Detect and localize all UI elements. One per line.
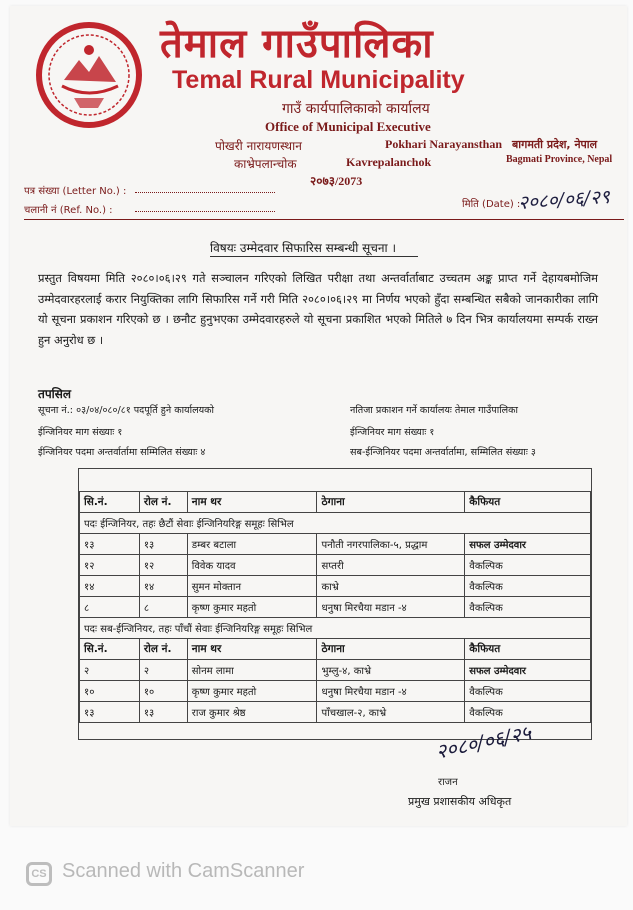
letter-number-label: पत्र संख्या (Letter No.) : xyxy=(24,186,127,197)
header-name: नाम थर xyxy=(187,492,317,513)
header-remarks: कैफियत xyxy=(465,639,591,660)
cell-remarks: वैकल्पिक xyxy=(465,597,591,618)
cell-address: धनुषा मिरचैया मडान -४ xyxy=(317,681,465,702)
handwritten-date: २०८०/०६/२९ xyxy=(517,185,611,215)
publishing-office: नतिजा प्रकाशन गर्ने कार्यालयः तेमाल गाउँपालिका xyxy=(350,405,519,416)
notice-subject: विषयः उम्मेदवार सिफारिस सम्बन्धी सूचना । xyxy=(210,241,397,255)
header-roll: रोल नं. xyxy=(139,639,187,660)
cell-name: कृष्ण कुमार महतो xyxy=(187,681,317,702)
header-name: नाम थर xyxy=(187,639,317,660)
reference-number-label: चलानी नं (Ref. No.) : xyxy=(24,205,113,216)
cell-address: धनुषा मिरचैया मडान -४ xyxy=(317,597,465,618)
cell-name: विवेक यादव xyxy=(187,555,317,576)
cell-serial: २ xyxy=(80,660,140,681)
cell-address: काभ्रे xyxy=(317,576,465,597)
office-name-nepali: गाउँ कार्यपालिकाको कार्यालय xyxy=(282,101,430,117)
address-line1-english: Pokhari Narayansthan xyxy=(385,137,503,151)
cell-address: पनौती नगरपालिका-५, प्रद्धाम xyxy=(317,534,465,555)
cell-name: कृष्ण कुमार महतो xyxy=(187,597,317,618)
address-line2-nepali: काभ्रेपलान्चोक xyxy=(234,157,297,171)
table-header-row-2 xyxy=(80,639,591,660)
cell-remarks: वैकल्पिक xyxy=(465,702,591,723)
cell-address: सप्तरी xyxy=(317,555,465,576)
cell-name: राज कुमार श्रेष्ठ xyxy=(187,702,317,723)
group-row-engineer xyxy=(80,513,591,534)
cell-serial: ८ xyxy=(80,597,140,618)
group-label-engineer: पदः ईन्जिनियर, तहः छैटौं सेवाः ईन्जिनियरिङ्ग समूहः सिभिल xyxy=(80,513,591,534)
cell-remarks: वैकल्पिक xyxy=(465,576,591,597)
cell-name: डम्बर बटाला xyxy=(187,534,317,555)
group-row-sub-engineer xyxy=(80,618,591,639)
municipality-name-english: Temal Rural Municipality xyxy=(172,66,465,94)
header-address: ठेगाना xyxy=(317,492,465,513)
engineer-demand-count: ईन्जिनियर माग संख्याः १ xyxy=(38,427,123,438)
cell-address: पाँचखाल-२, काभ्रे xyxy=(317,702,465,723)
letter-number-line xyxy=(135,192,275,193)
signer-name: राजन xyxy=(438,777,458,788)
municipality-name-nepali: तेमाल गाउँपालिका xyxy=(160,20,434,67)
table-row xyxy=(80,681,591,702)
cell-serial: १३ xyxy=(80,702,140,723)
header-address: ठेगाना xyxy=(317,639,465,660)
cell-roll: २ xyxy=(139,660,187,681)
camscanner-logo-icon: CS xyxy=(26,862,52,886)
engineer-demand-count-2: ईन्जिनियर माग संख्याः १ xyxy=(350,427,435,438)
municipality-logo xyxy=(34,20,144,130)
letterhead-page xyxy=(10,6,627,826)
cell-roll: १२ xyxy=(139,555,187,576)
header-serial: सि.नं. xyxy=(80,492,140,513)
province-nepali: बागमती प्रदेश, नेपाल xyxy=(512,138,598,151)
cell-remarks: वैकल्पिक xyxy=(465,681,591,702)
results-table-frame xyxy=(78,468,592,740)
table-header-row xyxy=(80,492,591,513)
cell-remarks: वैकल्पिक xyxy=(465,555,591,576)
address-line2-english: Kavrepalanchok xyxy=(346,155,432,169)
subject-underline xyxy=(210,256,418,257)
details-heading: तपसिल xyxy=(38,387,72,401)
notice-number: सूचना नं.: ०३/०४/०८०/८१ पदपूर्ति हुने कार्यालयको xyxy=(38,405,215,416)
cell-address: भुम्लु-४, काभ्रे xyxy=(317,660,465,681)
cell-serial: १३ xyxy=(80,534,140,555)
sub-engineer-interview-count: सब-ईन्जिनियर पदमा अन्तर्वार्तामा, सम्मिलित संख्याः ३ xyxy=(350,447,536,458)
handwritten-signature-date: २०८०/०६/२५ xyxy=(433,720,534,764)
reference-number-line xyxy=(135,211,275,212)
cell-roll: १३ xyxy=(139,702,187,723)
table-row xyxy=(80,576,591,597)
office-name-english: Office of Municipal Executive xyxy=(265,119,431,134)
cell-remarks: सफल उम्मेदवार xyxy=(465,660,591,681)
address-line1-nepali: पोखरी नारायणस्थान xyxy=(215,139,302,153)
scanner-watermark: Scanned with CamScanner xyxy=(62,860,305,882)
cell-remarks: सफल उम्मेदवार xyxy=(465,534,591,555)
cell-name: सुमन मोक्तान xyxy=(187,576,317,597)
table-row xyxy=(80,702,591,723)
engineer-interview-count: ईन्जिनियर पदमा अन्तर्वार्तामा सम्मिलित संख्याः ४ xyxy=(38,447,206,458)
header-divider xyxy=(24,219,624,220)
cell-serial: १२ xyxy=(80,555,140,576)
cell-name: सोनम लामा xyxy=(187,660,317,681)
signer-title: प्रमुख प्रशासकीय अधिकृत xyxy=(408,795,512,808)
established-year: २०७३/2073 xyxy=(310,174,363,188)
header-serial: सि.नं. xyxy=(80,639,140,660)
date-label: मिति (Date) : xyxy=(462,199,521,210)
group-label-sub-engineer: पदः सब-ईन्जिनियर, तहः पाँचौं सेवाः ईन्जिनियरिङ्ग समूहः सिभिल xyxy=(80,618,591,639)
cell-roll: १३ xyxy=(139,534,187,555)
cell-serial: १४ xyxy=(80,576,140,597)
table-row xyxy=(80,660,591,681)
notice-body: प्रस्तुत विषयमा मिति २०८०।०६।२९ गते सञ्चालन गरिएको लिखित परीक्षा तथा अन्तर्वार्ताबाट उच्चतम अङ्क प्राप्त गर्ने देहायबमोजिम उम्मेदवारहरलाई करार नियुक्तिका लागि सिफारिस गर्ने गरी मिति २०८०।०६।२९ मा निर्णय भएको हुँदा सम्बन्धित सबैको जानकारीका लागि यो सूचना प्रकाशन गरिएको छ । छनौट हुनुभएका उम्मेदवारहरुले यो सूचना प्रकाशित भएको मितिले ७ दिन भित्र कार्यालयमा सम्पर्क राख्न हुन अनुरोध छ । xyxy=(38,271,598,347)
header-roll: रोल नं. xyxy=(139,492,187,513)
cell-roll: ८ xyxy=(139,597,187,618)
table-row xyxy=(80,597,591,618)
cell-roll: १४ xyxy=(139,576,187,597)
table-row xyxy=(80,534,591,555)
results-table xyxy=(79,491,591,723)
cell-roll: १० xyxy=(139,681,187,702)
table-row xyxy=(80,555,591,576)
province-english: Bagmati Province, Nepal xyxy=(506,154,613,165)
cell-serial: १० xyxy=(80,681,140,702)
header-remarks: कैफियत xyxy=(465,492,591,513)
